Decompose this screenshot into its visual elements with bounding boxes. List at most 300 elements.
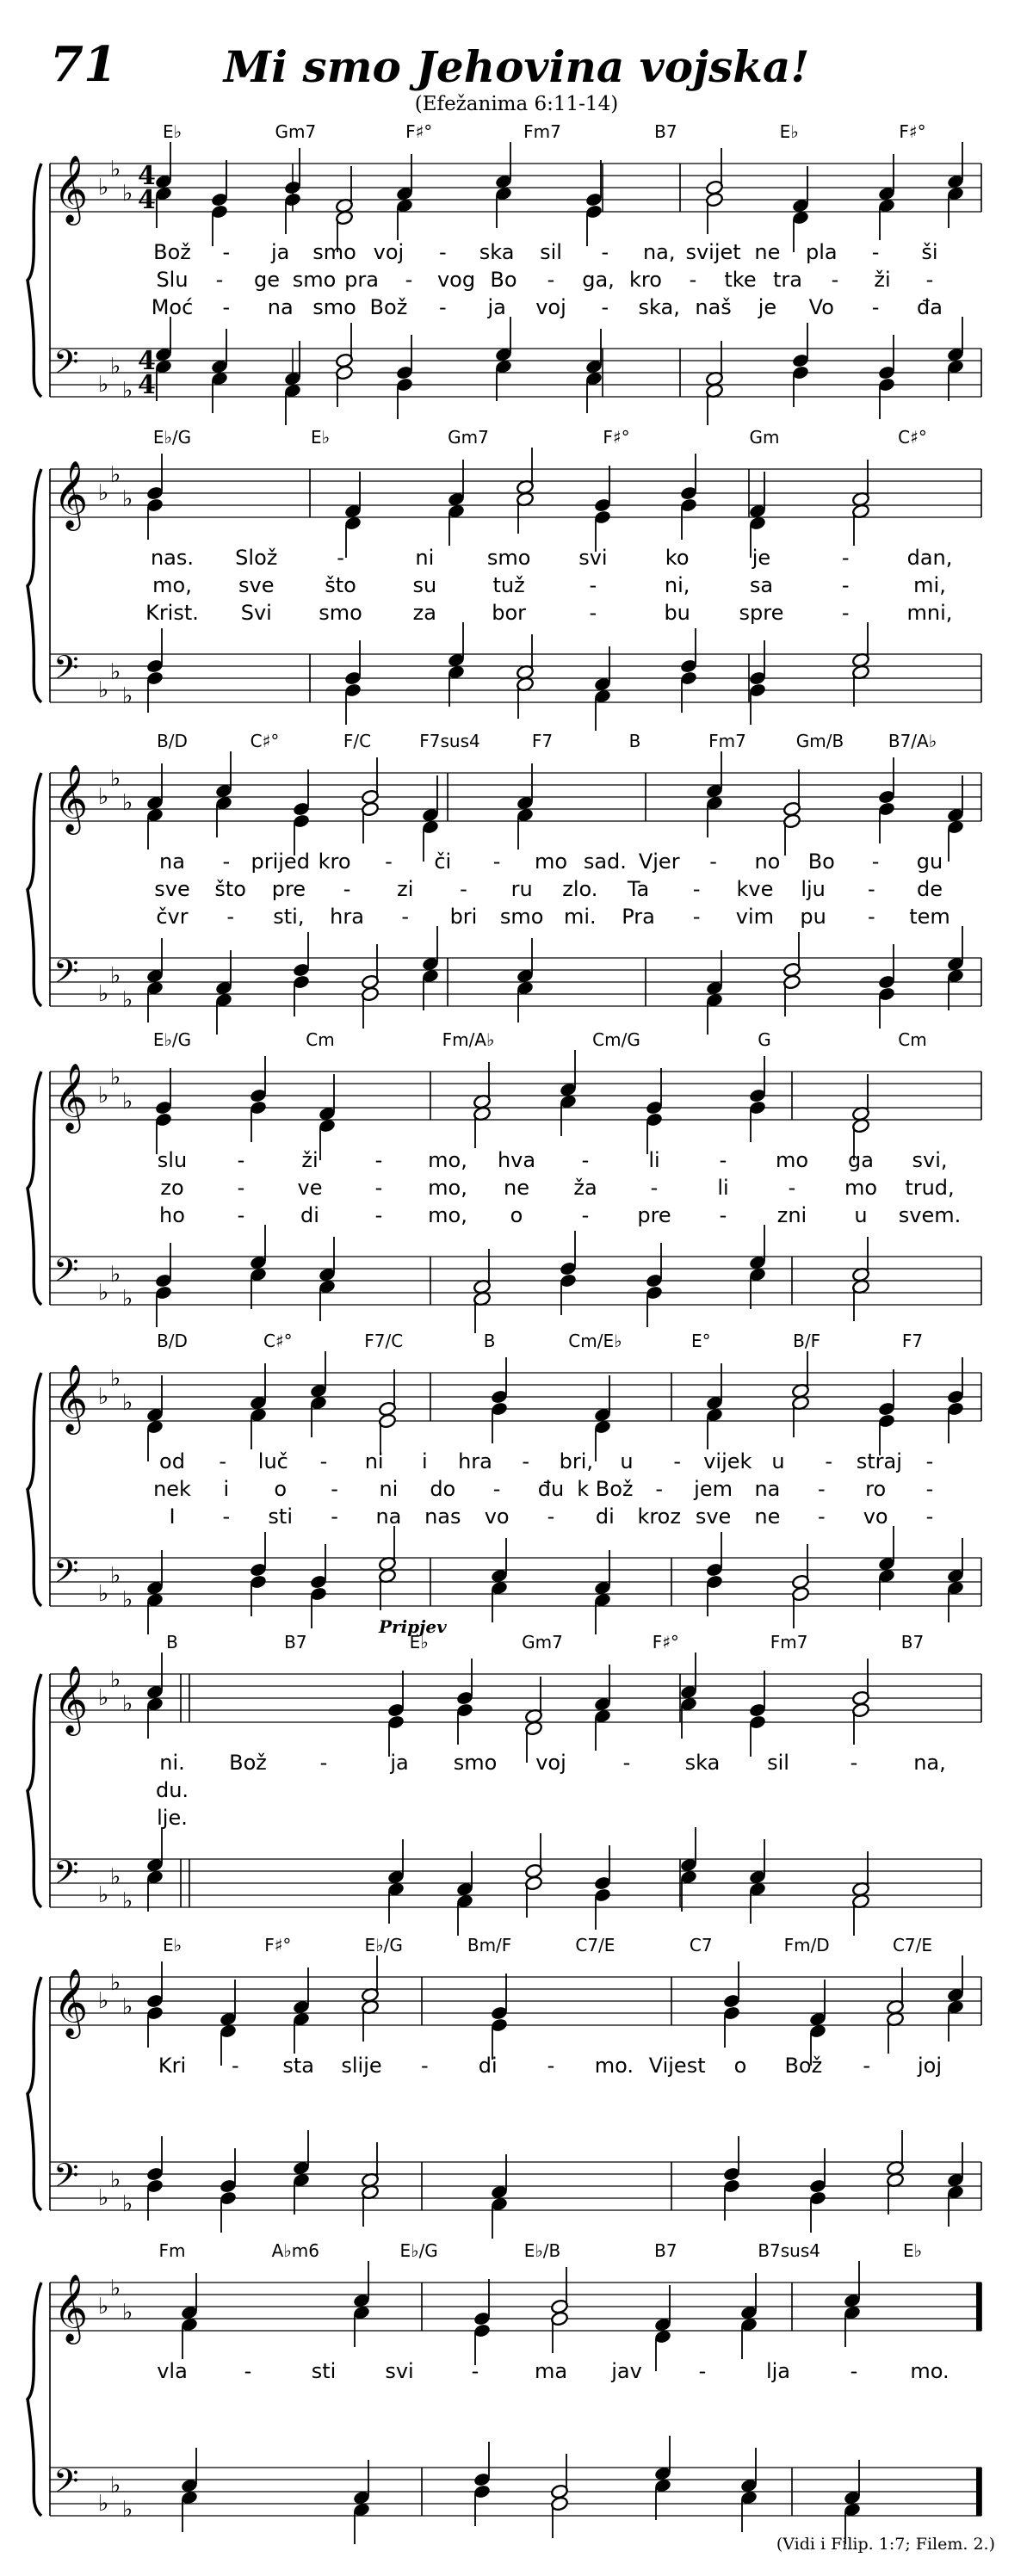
chord-symbol: E♭ — [779, 121, 799, 142]
lyric-syllable: lju — [801, 877, 826, 901]
song-title: Mi smo Jehovina vojska! — [223, 41, 810, 92]
lyric-syllable: ni, — [664, 573, 690, 597]
key-signature-flat-icon: ♭ — [98, 1581, 109, 1607]
treble-clef-icon: 𝄞 — [53, 1968, 89, 2036]
key-signature-flat-icon: ♭ — [110, 462, 121, 488]
lyric-syllable: - — [867, 877, 875, 901]
lyric-syllable: ga, — [582, 268, 615, 292]
lyric-syllable: ge — [254, 268, 280, 292]
lyric-syllable: ži — [874, 268, 891, 292]
lyric-syllable: mo — [844, 1176, 878, 1200]
lyric-syllable: Slu — [156, 268, 189, 292]
time-signature: 4 — [138, 346, 156, 376]
lyric-syllable: smo — [312, 240, 356, 264]
chord-symbol: B7 — [900, 1632, 925, 1652]
bass-clef-icon: 𝄢 — [53, 1853, 79, 1900]
chord-symbol: E♭/G — [364, 1935, 403, 1955]
final-barline — [976, 2468, 981, 2516]
lyric-syllable: - — [925, 1449, 934, 1473]
scripture-reference: (Efežanima 6:11-14) — [414, 93, 619, 115]
chord-symbol: A♭m6 — [271, 2240, 319, 2261]
chord-symbol: Fm/D — [783, 1935, 830, 1955]
lyric-syllable: ro — [865, 1477, 887, 1501]
lyric-syllable: Vo — [808, 295, 834, 319]
chord-symbol: E♭ — [409, 1632, 429, 1652]
lyric-syllable: do — [430, 1477, 456, 1501]
lyric-syllable: sve — [238, 573, 275, 597]
lyric-syllable: di — [300, 1203, 319, 1227]
chord-symbol: Fm/A♭ — [442, 1029, 495, 1050]
key-signature-flat-icon: ♭ — [122, 1089, 133, 1115]
lyric-syllable: na — [267, 295, 294, 319]
lyric-syllable: - — [589, 601, 597, 625]
lyric-syllable: - — [650, 1176, 659, 1200]
chord-symbol: E♭/G — [152, 1029, 192, 1050]
chord-symbol: F♯° — [405, 121, 433, 142]
chord-symbol: Fm7 — [770, 1632, 808, 1652]
lyric-syllable: k Bož — [577, 1477, 634, 1501]
key-signature-flat-icon: ♭ — [110, 157, 121, 182]
lyric-syllable: mo. — [910, 2359, 949, 2383]
chord-symbol: C♯° — [898, 427, 927, 448]
lyric-syllable: voj — [535, 1751, 566, 1775]
lyric-syllable: pra — [344, 268, 379, 292]
lyric-syllable: - — [331, 1504, 338, 1529]
key-signature-flat-icon: ♭ — [122, 2191, 133, 2217]
lyric-syllable: - — [831, 268, 839, 292]
lyric-syllable: Bož — [784, 2054, 823, 2078]
lyric-syllable: - — [337, 546, 344, 570]
lyric-syllable: Pra — [622, 905, 655, 929]
key-signature-flat-icon: ♭ — [110, 2167, 121, 2193]
lyric-syllable: - — [622, 1751, 631, 1775]
lyric-syllable: spre — [739, 601, 784, 625]
lyric-syllable: mo, — [428, 1176, 467, 1200]
lyric-syllable: mi, — [913, 573, 946, 597]
lyric-syllable: tem — [909, 905, 950, 929]
lyric-syllable: bri, — [559, 1449, 594, 1473]
chord-symbol: Fm7 — [523, 121, 561, 142]
lyric-syllable: - — [863, 2054, 871, 2078]
treble-clef-icon: 𝄞 — [53, 1063, 89, 1131]
chord-symbol: E♭/B — [523, 2240, 561, 2261]
chord-symbol: Gm — [749, 427, 780, 448]
lyric-syllable: sil — [767, 1751, 789, 1775]
chord-symbol: E♭/G — [399, 2240, 438, 2261]
lyric-syllable: - — [222, 295, 231, 319]
lyric-syllable: kro — [629, 268, 662, 292]
key-signature-flat-icon: ♭ — [98, 372, 109, 398]
lyric-syllable: lja — [765, 2359, 791, 2383]
lyric-syllable: dan, — [906, 546, 953, 570]
system-brace — [28, 1072, 41, 1305]
lyric-syllable: ska, — [638, 295, 680, 319]
final-barline — [976, 2283, 981, 2331]
lyric-syllable: mi. — [564, 905, 597, 929]
chord-symbol: C7/E — [892, 1935, 933, 1955]
chord-symbol: Fm7 — [708, 731, 746, 751]
lyric-syllable: slije — [341, 2054, 382, 2078]
lyric-syllable: - — [850, 2359, 858, 2383]
lyric-syllable: luč — [257, 1449, 288, 1473]
lyric-syllable: - — [237, 1176, 245, 1200]
lyric-syllable: - — [719, 1203, 727, 1227]
lyric-syllable: - — [719, 1148, 727, 1172]
lyric-syllable: - — [817, 1477, 826, 1501]
lyric-syllable: vim — [735, 905, 775, 929]
lyric-syllable: - — [547, 268, 555, 292]
lyric-syllable: di — [478, 2054, 498, 2078]
key-signature-flat-icon: ♭ — [98, 1083, 109, 1109]
lyric-syllable: - — [692, 905, 701, 929]
lyric-syllable: trud, — [905, 1176, 955, 1200]
key-signature-flat-icon: ♭ — [98, 480, 109, 506]
key-signature-flat-icon: ♭ — [122, 790, 133, 816]
bass-clef-icon: 𝄢 — [53, 2156, 79, 2202]
key-signature-flat-icon: ♭ — [98, 677, 109, 703]
lyric-syllable: - — [438, 295, 447, 319]
lyric-syllable: - — [385, 849, 393, 874]
lyric-syllable: ža — [573, 1176, 597, 1200]
lyric-syllable: mni, — [906, 601, 953, 625]
lyric-syllable: straj — [856, 1449, 902, 1473]
key-signature-flat-icon: ♭ — [122, 378, 133, 404]
section-label-pripjev: Pripjev — [379, 1616, 447, 1637]
lyric-syllable: i — [223, 1477, 230, 1501]
lyric-syllable: voj — [535, 295, 566, 319]
lyric-syllable: je — [752, 546, 771, 570]
key-signature-flat-icon: ♭ — [110, 1065, 121, 1090]
key-signature-flat-icon: ♭ — [110, 2473, 121, 2499]
key-signature-flat-icon: ♭ — [110, 1563, 121, 1589]
lyric-syllable: - — [689, 268, 697, 292]
lyric-syllable: - — [871, 295, 880, 319]
lyric-syllable: svi — [578, 546, 608, 570]
lyric-syllable: bor — [492, 601, 527, 625]
lyric-syllable: Bo — [807, 849, 835, 874]
lyric-syllable: Kri — [158, 2054, 187, 2078]
lyric-syllable: - — [244, 2359, 252, 2383]
lyric-syllable: kro — [318, 849, 351, 874]
lyric-syllable: prijed — [251, 849, 310, 874]
lyric-syllable: - — [871, 240, 880, 264]
key-signature-flat-icon: ♭ — [110, 963, 121, 989]
lyric-syllable: svijet — [685, 240, 741, 264]
key-signature-flat-icon: ♭ — [122, 987, 133, 1013]
lyric-syllable: vijek — [703, 1449, 752, 1473]
lyric-syllable: - — [215, 268, 224, 292]
lyric-syllable: di — [595, 1504, 615, 1529]
key-signature-flat-icon: ♭ — [110, 659, 121, 685]
bass-clef-icon: 𝄢 — [53, 952, 79, 998]
lyric-syllable: - — [343, 877, 351, 901]
lyric-syllable: čvr — [156, 905, 189, 929]
lyric-syllable: - — [471, 2359, 479, 2383]
music-system — [0, 1029, 1033, 1338]
treble-clef-icon: 𝄞 — [53, 1665, 89, 1733]
lyric-syllable: tke — [724, 268, 757, 292]
key-signature-flat-icon: ♭ — [110, 1864, 121, 1890]
lyric-syllable: smo — [453, 1751, 498, 1775]
bass-clef-icon: 𝄢 — [53, 648, 79, 695]
lyric-syllable: - — [374, 1176, 383, 1200]
lyric-syllable: - — [692, 877, 701, 901]
lyric-syllable: mo. — [594, 2054, 634, 2078]
key-signature-flat-icon: ♭ — [98, 2294, 109, 2320]
key-signature-flat-icon: ♭ — [98, 1384, 109, 1410]
chord-symbol: C7 — [689, 1935, 713, 1955]
lyric-syllable: - — [589, 573, 597, 597]
lyric-syllable: - — [331, 1477, 338, 1501]
lyric-syllable: zo — [160, 1176, 184, 1200]
bass-clef-icon: 𝄢 — [53, 2462, 79, 2508]
lyric-syllable: - — [522, 1449, 530, 1473]
lyric-syllable: du. — [155, 1778, 189, 1802]
lyric-syllable: sta — [282, 2054, 314, 2078]
lyric-syllable: pla — [805, 240, 838, 264]
lyric-syllable: vog — [436, 268, 476, 292]
lyric-syllable: - — [925, 1477, 934, 1501]
chord-symbol: B7 — [654, 121, 677, 142]
lyric-syllable: Moć — [151, 295, 194, 319]
lyric-syllable: no — [754, 849, 781, 874]
key-signature-flat-icon: ♭ — [98, 1685, 109, 1711]
system-brace — [28, 1674, 41, 1907]
lyric-syllable: - — [871, 849, 880, 874]
key-signature-flat-icon: ♭ — [122, 2497, 133, 2523]
chord-symbol: B/D — [157, 1331, 188, 1351]
key-signature-flat-icon: ♭ — [110, 354, 121, 380]
chord-symbol: B7 — [284, 1632, 307, 1652]
chord-symbol: B/D — [157, 731, 188, 751]
lyric-syllable: - — [655, 1477, 664, 1501]
lyric-syllable: ja — [487, 295, 506, 319]
lyric-syllable: ni — [415, 546, 435, 570]
lyric-syllable: sa — [749, 573, 774, 597]
lyric-syllable: đu — [537, 1477, 565, 1501]
lyric-syllable: ni — [379, 1477, 399, 1501]
chord-symbol: Gm/B — [795, 731, 844, 751]
lyric-syllable: na — [754, 1477, 781, 1501]
time-signature: 4 — [138, 185, 156, 215]
key-signature-flat-icon: ♭ — [98, 2185, 109, 2211]
lyric-syllable: Bo — [490, 268, 517, 292]
music-system — [0, 121, 1033, 430]
lyric-syllable: - — [581, 1203, 590, 1227]
lyric-syllable: ve — [297, 1176, 323, 1200]
music-system — [0, 731, 1033, 1040]
chord-symbol: Gm7 — [275, 121, 317, 142]
chord-symbol: F7 — [531, 731, 554, 751]
chord-symbol: E° — [690, 1331, 711, 1351]
chord-symbol: B7/A♭ — [888, 731, 937, 751]
system-brace — [28, 2283, 41, 2516]
lyric-syllable: - — [492, 1477, 501, 1501]
bass-clef-icon: 𝄢 — [53, 1552, 79, 1598]
lyric-syllable: ži — [301, 1148, 319, 1172]
lyric-syllable: joj — [917, 2054, 943, 2078]
key-signature-flat-icon: ♭ — [122, 1390, 133, 1416]
lyric-syllable: ne — [754, 240, 781, 264]
lyric-syllable: - — [850, 1751, 858, 1775]
system-brace — [28, 164, 41, 397]
key-signature-flat-icon: ♭ — [98, 1882, 109, 1908]
chord-symbol: E♭ — [310, 427, 331, 448]
lyric-syllable: jav — [611, 2359, 642, 2383]
lyric-syllable: - — [460, 877, 467, 901]
lyric-syllable: vo — [484, 1504, 510, 1529]
lyric-syllable: - — [222, 849, 231, 874]
lyric-syllable: sti — [311, 2359, 337, 2383]
lyric-syllable: ska — [479, 240, 515, 264]
lyric-syllable: smo — [486, 546, 531, 570]
treble-clef-icon: 𝄞 — [53, 155, 89, 223]
chord-symbol: Fm — [158, 2240, 186, 2261]
lyric-syllable: nas. — [150, 546, 195, 570]
key-signature-flat-icon: ♭ — [122, 1587, 133, 1613]
lyric-syllable: ni — [364, 1449, 384, 1473]
bass-clef-icon: 𝄢 — [53, 1251, 79, 1297]
lyric-syllable: ši — [921, 240, 938, 264]
lyric-syllable: hra — [330, 905, 364, 929]
chord-symbol: Bm/F — [467, 1935, 512, 1955]
lyric-syllable: - — [825, 1449, 833, 1473]
key-signature-flat-icon: ♭ — [122, 1286, 133, 1312]
lyric-syllable: o — [733, 2054, 747, 2078]
chord-symbol: B7 — [654, 2240, 677, 2261]
system-brace — [28, 773, 41, 1006]
key-signature-flat-icon: ♭ — [98, 2491, 109, 2517]
lyric-syllable: naš — [695, 295, 732, 319]
lyric-syllable: - — [319, 1751, 328, 1775]
lyric-syllable: - — [420, 2054, 429, 2078]
system-brace — [28, 1977, 41, 2210]
chord-symbol: F7sus4 — [419, 731, 480, 751]
lyric-syllable: smo — [292, 268, 337, 292]
lyric-syllable: ska — [684, 1751, 721, 1775]
lyric-syllable: ru — [510, 877, 533, 901]
lyric-syllable: - — [581, 1148, 590, 1172]
lyric-syllable: đa — [917, 295, 943, 319]
lyric-syllable: i — [421, 1449, 428, 1473]
chord-symbol: F♯° — [652, 1632, 679, 1652]
lyric-syllable: - — [237, 1203, 245, 1227]
lyric-syllable: Vjer — [638, 849, 680, 874]
key-signature-flat-icon: ♭ — [110, 2276, 121, 2301]
lyric-syllable: vo — [863, 1504, 888, 1529]
lyric-syllable: nas — [424, 1504, 461, 1529]
lyric-syllable: mo, — [152, 573, 192, 597]
key-signature-flat-icon: ♭ — [110, 1667, 121, 1693]
chord-symbol: F7/C — [364, 1331, 404, 1351]
lyric-syllable: mo — [534, 849, 568, 874]
lyric-syllable: - — [673, 1449, 682, 1473]
lyric-syllable: - — [817, 1504, 826, 1529]
lyric-syllable: zi — [397, 877, 414, 901]
system-brace — [28, 469, 41, 702]
lyric-syllable: - — [219, 1449, 227, 1473]
lyric-syllable: na — [159, 849, 185, 874]
chord-symbol: E♭ — [902, 2240, 923, 2261]
lyric-syllable: sad. — [583, 849, 627, 874]
lyric-syllable: na, — [642, 240, 676, 264]
lyric-syllable: zni — [776, 1203, 807, 1227]
lyric-syllable: pu — [800, 905, 826, 929]
key-signature-flat-icon: ♭ — [122, 486, 133, 512]
key-signature-flat-icon: ♭ — [122, 181, 133, 207]
lyric-syllable: što — [214, 877, 246, 901]
lyric-syllable: smo — [319, 601, 362, 625]
music-system — [0, 1935, 1033, 2244]
lyric-syllable: ne — [504, 1176, 529, 1200]
lyric-syllable: u — [854, 1203, 868, 1227]
chord-symbol: B/F — [793, 1331, 821, 1351]
music-system — [0, 1616, 1033, 1941]
lyric-syllable: smo — [499, 905, 544, 929]
lyric-syllable: zlo. — [562, 877, 598, 901]
chord-symbol: Gm7 — [522, 1632, 563, 1652]
chord-symbol: B — [483, 1331, 496, 1351]
lyric-syllable: Vijest — [648, 2054, 706, 2078]
treble-clef-icon: 𝄞 — [53, 1364, 89, 1432]
lyric-syllable: na — [375, 1504, 402, 1529]
lyric-syllable: ne — [754, 1504, 781, 1529]
lyric-syllable: - — [601, 295, 609, 319]
key-signature-flat-icon: ♭ — [122, 1994, 133, 2020]
lyric-syllable: - — [788, 1176, 796, 1200]
key-signature-flat-icon: ♭ — [122, 2300, 133, 2326]
lyric-syllable: od — [159, 1449, 185, 1473]
treble-clef-icon: 𝄞 — [53, 764, 89, 832]
lyric-syllable: jem — [694, 1477, 733, 1501]
treble-clef-icon: 𝄞 — [53, 460, 89, 528]
lyric-syllable: - — [709, 849, 717, 874]
chord-symbol: G — [758, 1029, 771, 1050]
chord-symbol: F♯° — [899, 121, 926, 142]
lyric-syllable: vla — [157, 2359, 188, 2383]
lyric-syllable: - — [547, 1504, 555, 1529]
lyric-syllable: - — [698, 2359, 707, 2383]
lyric-syllable: što — [325, 573, 356, 597]
song-number: 71 — [50, 36, 117, 93]
lyric-syllable: či — [434, 849, 452, 874]
chord-symbol: Cm/G — [592, 1029, 640, 1050]
chord-symbol: C7/E — [575, 1935, 615, 1955]
lyric-syllable: - — [401, 905, 410, 929]
lyric-syllable: svi — [385, 2359, 414, 2383]
key-signature-flat-icon: ♭ — [110, 1970, 121, 1996]
lyric-syllable: - — [319, 1449, 328, 1473]
chord-symbol: Cm/E♭ — [568, 1331, 622, 1351]
lyric-syllable: - — [405, 268, 413, 292]
lyric-syllable: voj — [373, 240, 405, 264]
chord-symbol: C♯° — [263, 1331, 293, 1351]
lyric-syllable: - — [222, 1504, 231, 1529]
chord-symbol: F7 — [901, 1331, 924, 1351]
key-signature-flat-icon: ♭ — [110, 766, 121, 792]
lyric-syllable: sil — [540, 240, 562, 264]
lyric-syllable: - — [841, 546, 850, 570]
lyric-syllable: pre — [271, 877, 306, 901]
chord-symbol: E♭ — [162, 1935, 182, 1955]
lyric-syllable: tra — [773, 268, 802, 292]
lyric-syllable: za — [412, 601, 436, 625]
chord-symbol: B — [166, 1632, 178, 1652]
lyric-syllable: - — [222, 240, 231, 264]
key-signature-flat-icon: ♭ — [110, 1366, 121, 1392]
key-signature-flat-icon: ♭ — [122, 1888, 133, 1914]
lyric-syllable: li — [648, 1148, 660, 1172]
